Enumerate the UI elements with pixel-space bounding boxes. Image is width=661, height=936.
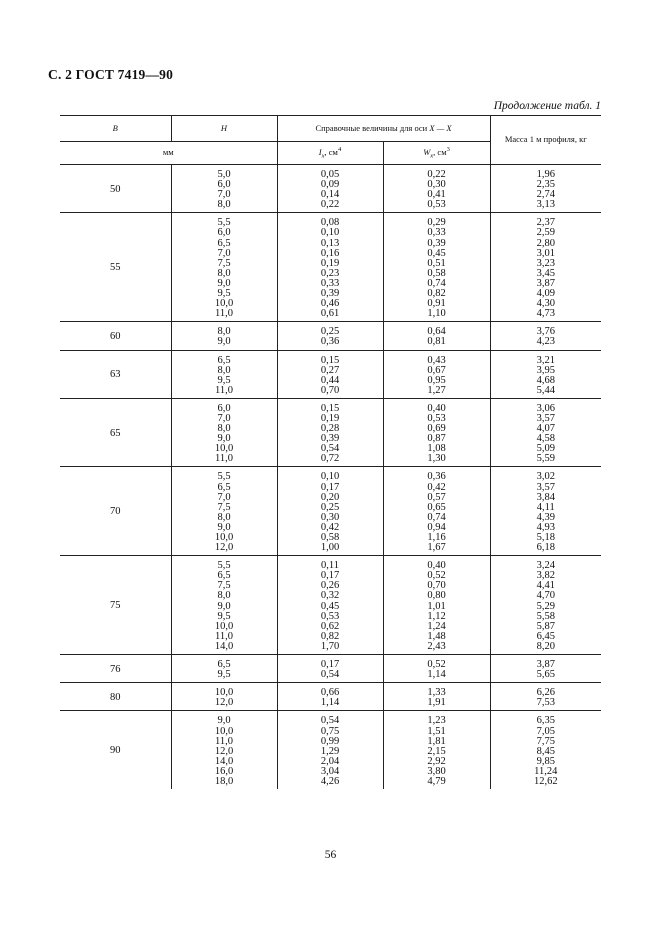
cell-value: 1,16	[427, 532, 446, 543]
h-values	[171, 350, 277, 398]
cell-value: 7,05	[536, 725, 555, 737]
cell-value: 4,93	[536, 521, 555, 533]
mass-values	[490, 655, 601, 683]
cell-value: 7,0	[217, 247, 231, 259]
cell-value: 4,41	[536, 580, 555, 592]
cell-value: 1,00	[320, 542, 340, 554]
cell-value: 0,53	[427, 199, 446, 211]
cell-value: 0,67	[427, 364, 446, 376]
cell-value: 1,96	[536, 169, 555, 180]
header-reference-values	[277, 116, 490, 142]
cell-value: 4,73	[536, 308, 555, 320]
table-row	[60, 683, 601, 711]
cell-value: 0,46	[320, 298, 340, 310]
cell-value: 6,0	[217, 227, 231, 239]
cell-value: 3,06	[536, 402, 555, 414]
cell-value: 0,29	[427, 217, 446, 229]
wx-values	[383, 467, 490, 556]
cell-value: 10,0	[214, 725, 234, 737]
cell-value: 0,26	[320, 580, 340, 592]
cell-value: 0,99	[320, 735, 340, 747]
b-value: 60	[60, 322, 171, 350]
cell-value: 7,0	[217, 412, 231, 424]
cell-value: 4,68	[536, 374, 555, 386]
cell-value: 9,0	[217, 600, 231, 612]
table-row	[60, 398, 601, 467]
cell-value: 0,39	[427, 237, 446, 249]
mass-values	[490, 467, 601, 556]
cell-value: 0,58	[320, 532, 340, 543]
cell-value: 7,0	[217, 491, 231, 503]
header-ix-power: 4	[337, 146, 342, 153]
wx-values	[383, 322, 490, 350]
cell-value: 2,80	[536, 237, 555, 249]
ix-values	[277, 467, 383, 556]
table-row	[60, 556, 601, 655]
cell-value: 0,19	[320, 257, 340, 269]
cell-value: 9,0	[217, 715, 231, 727]
cell-value: 0,81	[427, 336, 446, 348]
cell-value: 2,92	[427, 755, 446, 767]
table-row	[60, 213, 601, 322]
h-values	[171, 556, 277, 655]
cell-value: 1,24	[427, 620, 446, 632]
cell-value: 10,0	[214, 443, 234, 455]
cell-value: 0,58	[427, 267, 446, 279]
cell-value: 1,67	[427, 542, 446, 554]
cell-value: 0,74	[427, 277, 446, 289]
table-row	[60, 350, 601, 398]
ix-values	[277, 322, 383, 350]
cell-value: 1,91	[427, 697, 446, 709]
cell-value: 0,45	[427, 247, 446, 259]
cell-value: 9,5	[217, 669, 231, 681]
cell-value: 0,45	[320, 600, 340, 612]
cell-value: 3,13	[536, 199, 555, 211]
cell-value: 0,61	[320, 308, 340, 320]
cell-value: 10,0	[214, 532, 234, 543]
cell-value: 7,5	[217, 257, 231, 269]
cell-value: 12,0	[214, 697, 234, 709]
cell-value: 10,0	[214, 687, 234, 699]
wx-values	[383, 683, 490, 711]
cell-value: 1,81	[427, 735, 446, 747]
cell-value: 0,70	[427, 580, 446, 592]
mass-values	[490, 711, 601, 789]
cell-value: 7,0	[217, 189, 231, 201]
cell-value: 0,36	[320, 336, 340, 348]
cell-value: 2,15	[427, 745, 446, 757]
cell-value: 0,33	[427, 227, 446, 239]
h-values	[171, 165, 277, 213]
cell-value: 3,84	[536, 491, 555, 503]
wx-values	[383, 711, 490, 789]
cell-value: 0,17	[320, 570, 340, 582]
cell-value: 0,08	[320, 217, 340, 229]
cell-value: 1,08	[427, 443, 446, 455]
cell-value: 6,5	[217, 354, 231, 366]
ix-values	[277, 711, 383, 789]
cell-value: 7,5	[217, 501, 231, 513]
cell-value: 11,0	[215, 384, 233, 396]
cell-value: 0,23	[320, 267, 340, 279]
cell-value: 9,85	[536, 755, 555, 767]
cell-value: 0,52	[427, 570, 446, 582]
cell-value: 12,62	[533, 775, 558, 787]
cell-value: 1,23	[427, 715, 446, 727]
cell-value: 5,5	[217, 471, 231, 483]
mass-values	[490, 165, 601, 213]
mass-values	[490, 683, 601, 711]
b-value: 76	[60, 655, 171, 683]
cell-value: 6,5	[217, 481, 231, 493]
mass-values	[490, 350, 601, 398]
cell-value: 0,52	[427, 659, 446, 671]
cell-value: 0,54	[320, 715, 340, 727]
cell-value: 6,5	[217, 570, 231, 582]
table-row	[60, 467, 601, 556]
cell-value: 0,74	[427, 511, 446, 523]
table-row	[60, 655, 601, 683]
cell-value: 0,65	[427, 501, 446, 513]
cell-value: 0,10	[320, 227, 340, 239]
cell-value: 8,0	[217, 199, 231, 211]
cell-value: 4,70	[536, 590, 555, 602]
cell-value: 6,0	[217, 179, 231, 191]
cell-value: 5,5	[217, 560, 231, 572]
cell-value: 3,21	[536, 354, 555, 366]
h-values	[171, 711, 277, 789]
cell-value: 3,23	[536, 257, 555, 269]
cell-value: 1,48	[427, 630, 446, 642]
cell-value: 6,5	[217, 237, 231, 249]
cell-value: 1,12	[427, 610, 446, 622]
cell-value: 5,87	[536, 620, 555, 632]
cell-value: 4,79	[427, 775, 446, 787]
cell-value: 4,23	[536, 336, 555, 348]
cell-value: 0,70	[320, 384, 340, 396]
wx-values	[383, 398, 490, 467]
cell-value: 0,53	[427, 412, 446, 424]
table-row	[60, 711, 601, 789]
b-value: 80	[60, 683, 171, 711]
page-header: С. 2 ГОСТ 7419—90	[48, 67, 174, 82]
cell-value: 6,18	[536, 542, 555, 554]
header-b: B	[60, 116, 171, 142]
cell-value: 5,58	[536, 610, 555, 622]
cell-value: 14,0	[214, 755, 234, 767]
cell-value: 9,5	[217, 288, 231, 300]
cell-value: 3,57	[536, 412, 555, 424]
header-reference-prefix: Справочные величины для оси	[315, 122, 430, 133]
cell-value: 9,0	[217, 277, 231, 289]
cell-value: 11,0	[215, 735, 233, 747]
b-value: 63	[60, 350, 171, 398]
h-values	[171, 655, 277, 683]
profile-table	[60, 115, 601, 789]
ix-values	[277, 683, 383, 711]
cell-value: 4,07	[536, 423, 555, 435]
cell-value: 4,58	[536, 433, 555, 445]
cell-value: 0,43	[427, 354, 446, 366]
table-body	[60, 165, 601, 790]
mass-values	[490, 556, 601, 655]
cell-value: 0,25	[320, 501, 340, 513]
cell-value: 1,10	[427, 308, 446, 320]
ix-values	[277, 398, 383, 467]
cell-value: 14,0	[214, 640, 234, 652]
cell-value: 2,43	[427, 640, 446, 652]
cell-value: 1,14	[427, 669, 446, 681]
cell-value: 0,05	[320, 169, 340, 180]
cell-value: 4,39	[536, 511, 555, 523]
cell-value: 16,0	[214, 765, 234, 777]
header-ix	[277, 142, 383, 165]
cell-value: 0,25	[320, 326, 340, 338]
cell-value: 0,91	[427, 298, 446, 310]
header-ix-subscript: x	[321, 152, 325, 160]
cell-value: 0,27	[320, 364, 340, 376]
cell-value: 0,10	[320, 471, 340, 483]
cell-value: 0,54	[320, 669, 340, 681]
cell-value: 0,33	[320, 277, 340, 289]
cell-value: 9,0	[217, 433, 231, 445]
header-wx-subscript: x	[430, 152, 434, 160]
cell-value: 0,69	[427, 423, 446, 435]
cell-value: 3,57	[536, 481, 555, 493]
ix-values	[277, 556, 383, 655]
table-row	[60, 165, 601, 213]
cell-value: 0,22	[320, 199, 340, 211]
cell-value: 6,26	[536, 687, 555, 699]
h-values	[171, 683, 277, 711]
cell-value: 5,0	[217, 169, 231, 180]
cell-value: 1,70	[320, 640, 340, 652]
wx-values	[383, 213, 490, 322]
wx-values	[383, 350, 490, 398]
cell-value: 0,09	[320, 179, 340, 191]
cell-value: 0,16	[320, 247, 340, 259]
cell-value: 3,80	[427, 765, 446, 777]
cell-value: 6,35	[536, 715, 555, 727]
cell-value: 3,45	[536, 267, 555, 279]
cell-value: 8,0	[217, 590, 231, 602]
table-continuation-note: Продолжение табл. 1	[493, 100, 601, 112]
cell-value: 0,30	[427, 179, 446, 191]
cell-value: 6,0	[217, 402, 231, 414]
cell-value: 0,41	[427, 189, 446, 201]
cell-value: 0,30	[320, 511, 340, 523]
cell-value: 0,42	[427, 481, 446, 493]
cell-value: 0,82	[320, 630, 340, 642]
b-value: 90	[110, 745, 121, 757]
cell-value: 10,0	[214, 620, 234, 632]
cell-value: 0,39	[320, 288, 340, 300]
cell-value: 12,0	[214, 542, 234, 554]
header-wx-power: 3	[446, 146, 450, 153]
wx-values	[383, 556, 490, 655]
header-wx	[383, 142, 490, 165]
cell-value: 2,37	[536, 217, 555, 229]
cell-value: 0,42	[320, 521, 340, 533]
cell-value: 0,40	[427, 402, 446, 414]
cell-value: 1,27	[427, 384, 446, 396]
cell-value: 8,20	[536, 640, 555, 652]
cell-value: 5,44	[536, 384, 555, 396]
cell-value: 0,17	[320, 659, 340, 671]
cell-value: 0,13	[320, 237, 340, 249]
h-values	[171, 467, 277, 556]
cell-value: 3,04	[320, 765, 340, 777]
cell-value: 0,54	[320, 443, 340, 455]
cell-value: 18,0	[214, 775, 234, 787]
b-value: 55	[60, 213, 171, 322]
cell-value: 8,0	[217, 511, 231, 523]
cell-value: 9,0	[217, 521, 231, 533]
cell-value: 11,0	[215, 630, 233, 642]
cell-value: 0,80	[427, 590, 446, 602]
header-reference-axis: X — X	[429, 122, 452, 133]
cell-value: 0,66	[320, 687, 340, 699]
cell-value: 0,40	[427, 560, 446, 572]
cell-value: 3,87	[536, 659, 555, 671]
wx-values	[383, 165, 490, 213]
cell-value: 8,0	[217, 267, 231, 279]
cell-value: 11,0	[215, 308, 233, 320]
cell-value: 8,0	[217, 423, 231, 435]
cell-value: 0,11	[321, 560, 339, 572]
table-head	[60, 116, 601, 165]
cell-value: 7,5	[217, 580, 231, 592]
b-value: 75	[60, 556, 171, 655]
cell-value: 11,24	[534, 765, 558, 777]
cell-value: 0,82	[427, 288, 446, 300]
cell-value: 5,29	[536, 600, 555, 612]
cell-value: 1,14	[320, 697, 340, 709]
cell-value: 2,74	[536, 189, 555, 201]
cell-value: 3,01	[536, 247, 555, 259]
cell-value: 9,5	[217, 374, 231, 386]
cell-value: 0,64	[427, 326, 446, 338]
cell-value: 6,5	[217, 659, 231, 671]
cell-value: 7,75	[536, 735, 555, 747]
cell-value: 3,24	[536, 560, 555, 572]
cell-value: 0,75	[320, 725, 340, 737]
cell-value: 4,11	[536, 501, 555, 513]
header-units-mm: мм	[60, 142, 277, 165]
cell-value: 0,17	[320, 481, 340, 493]
b-value: 70	[60, 467, 171, 556]
ix-values	[277, 165, 383, 213]
header-mass: Масса 1 м профиля, кг	[490, 116, 601, 165]
cell-value: 0,44	[320, 374, 340, 386]
cell-value: 12,0	[214, 745, 234, 757]
cell-value: 8,0	[217, 364, 231, 376]
header-ix-unit: , см	[324, 146, 338, 157]
cell-value: 3,82	[536, 570, 555, 582]
cell-value: 0,94	[427, 521, 446, 533]
cell-value: 0,15	[320, 354, 340, 366]
cell-value: 0,20	[320, 491, 340, 503]
cell-value: 0,22	[427, 169, 446, 180]
h-values	[171, 398, 277, 467]
cell-value: 9,5	[217, 610, 231, 622]
cell-value: 3,87	[536, 277, 555, 289]
cell-value: 5,65	[536, 669, 555, 681]
ix-values	[277, 655, 383, 683]
ix-values	[277, 213, 383, 322]
cell-value: 7,53	[536, 697, 555, 709]
cell-value: 8,45	[536, 745, 555, 757]
cell-value: 6,45	[536, 630, 555, 642]
b-value: 65	[60, 398, 171, 467]
wx-values	[383, 655, 490, 683]
cell-value: 4,26	[320, 775, 340, 787]
cell-value: 2,59	[536, 227, 555, 239]
cell-value: 0,51	[427, 257, 446, 269]
cell-value: 2,35	[536, 179, 555, 191]
cell-value: 0,19	[320, 412, 340, 424]
page-number: 56	[324, 849, 337, 861]
header-h: H	[171, 116, 277, 142]
cell-value: 0,39	[320, 433, 340, 445]
cell-value: 0,14	[320, 189, 340, 201]
table-row	[60, 322, 601, 350]
ix-values	[277, 350, 383, 398]
cell-value: 0,28	[320, 423, 340, 435]
cell-value: 1,51	[427, 725, 446, 737]
mass-values	[490, 322, 601, 350]
cell-value: 0,87	[427, 433, 446, 445]
cell-value: 1,30	[427, 453, 446, 465]
cell-value: 1,33	[427, 687, 446, 699]
cell-value: 0,62	[320, 620, 340, 632]
cell-value: 5,09	[536, 443, 555, 455]
cell-value: 0,72	[320, 453, 340, 465]
b-value: 50	[60, 165, 171, 213]
cell-value: 2,04	[320, 755, 340, 767]
mass-values	[490, 213, 601, 322]
header-wx-symbol: W	[423, 146, 431, 157]
header-ix-symbol: I	[318, 146, 322, 157]
mass-values	[490, 398, 601, 467]
cell-value: 3,02	[536, 471, 555, 483]
cell-value: 11,0	[215, 453, 233, 465]
cell-value: 10,0	[214, 298, 234, 310]
cell-value: 0,57	[427, 491, 446, 503]
cell-value: 4,09	[536, 288, 555, 300]
cell-value: 1,01	[427, 600, 446, 612]
cell-value: 0,32	[320, 590, 340, 602]
cell-value: 0,15	[320, 402, 340, 414]
cell-value: 4,30	[536, 298, 555, 310]
cell-value: 5,5	[217, 217, 231, 229]
cell-value: 0,53	[320, 610, 340, 622]
h-values	[171, 213, 277, 322]
cell-value: 0,36	[427, 471, 446, 483]
cell-value: 1,29	[320, 745, 340, 757]
cell-value: 5,59	[536, 453, 555, 465]
cell-value: 8,0	[217, 326, 231, 338]
cell-value: 5,18	[536, 532, 555, 543]
header-wx-unit: , см	[433, 146, 447, 157]
cell-value: 3,76	[536, 326, 555, 338]
h-values	[171, 322, 277, 350]
cell-value: 3,95	[536, 364, 555, 376]
cell-value: 0,95	[427, 374, 446, 386]
cell-value: 9,0	[217, 336, 231, 348]
